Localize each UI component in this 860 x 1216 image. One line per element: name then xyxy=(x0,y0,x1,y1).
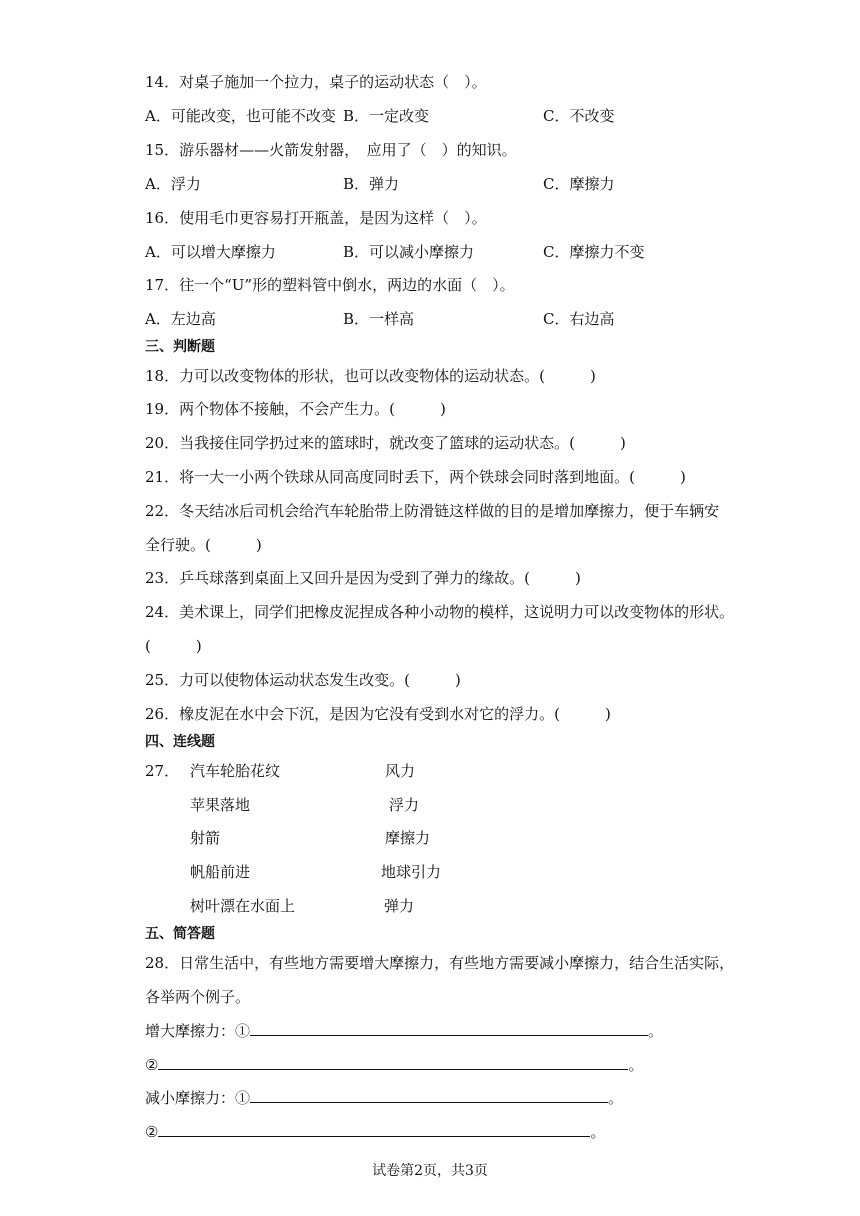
q17-option-a: A．左边高 xyxy=(145,310,216,328)
question-23: 23．乒乓球落到桌面上又回升是因为受到了弹力的缘故。( ) xyxy=(145,569,581,587)
increase-friction-row-1 xyxy=(145,1021,663,1041)
decrease-friction-row-1 xyxy=(145,1088,623,1108)
question-26: 26．橡皮泥在水中会下沉，是因为它没有受到水对它的浮力。( ) xyxy=(145,705,611,723)
question-19: 19．两个物体不接触，不会产生力。( ) xyxy=(145,400,446,418)
decrease-friction-row-2 xyxy=(145,1122,605,1142)
q16-option-b: B．可以减小摩擦力 xyxy=(343,243,475,261)
section-heading-short-answer: 五、简答题 xyxy=(145,926,215,942)
question-24-line1: 24．美术课上，同学们把橡皮泥捏成各种小动物的模样，这说明力可以改变物体的形状。 xyxy=(145,603,735,621)
match-left-item: 帆船前进 xyxy=(190,863,251,881)
q15-option-b: B．弹力 xyxy=(343,175,400,193)
question-21: 21．将一大一小两个铁球从同高度同时丢下，两个铁球会同时落到地面。( ) xyxy=(145,468,686,486)
match-left-item: 射箭 xyxy=(190,829,221,847)
answer-blank[interactable] xyxy=(250,1088,608,1103)
period-mark: 。 xyxy=(628,1056,644,1074)
period-mark: 。 xyxy=(648,1022,664,1040)
circled-two-label: ② xyxy=(145,1056,159,1074)
increase-friction-row-2 xyxy=(145,1055,643,1075)
question-18: 18．力可以改变物体的形状，也可以改变物体的运动状态。( ) xyxy=(145,367,596,385)
question-20: 20．当我接住同学扔过来的篮球时，就改变了篮球的运动状态。( ) xyxy=(145,434,626,452)
question-25: 25．力可以使物体运动状态发生改变。( ) xyxy=(145,671,461,689)
period-mark: 。 xyxy=(590,1123,606,1141)
question-15-stem: 15．游乐器材——火箭发射器， 应用了（ ）的知识。 xyxy=(145,141,517,159)
answer-blank[interactable] xyxy=(158,1055,628,1070)
question-16-stem: 16．使用毛巾更容易打开瓶盖，是因为这样（ ）。 xyxy=(145,209,487,227)
section-heading-matching: 四、连线题 xyxy=(145,734,215,750)
match-right-item: 风力 xyxy=(385,762,416,780)
decrease-friction-label: 减小摩擦力：① xyxy=(145,1089,251,1107)
question-14-stem: 14．对桌子施加一个拉力，桌子的运动状态（ ）。 xyxy=(145,73,487,91)
section-heading-judgement: 三、判断题 xyxy=(145,339,215,355)
question-22-line1: 22．冬天结冰后司机会给汽车轮胎带上防滑链这样做的目的是增加摩擦力，便于车辆安 xyxy=(145,502,720,520)
question-24-line2: ( ) xyxy=(145,637,202,655)
match-right-item: 浮力 xyxy=(389,796,420,814)
increase-friction-label: 增大摩擦力：① xyxy=(145,1022,251,1040)
answer-blank[interactable] xyxy=(158,1122,590,1137)
q16-option-c: C．摩擦力不变 xyxy=(543,243,645,261)
q16-option-a: A．可以增大摩擦力 xyxy=(145,243,276,261)
question-27-number: 27． xyxy=(145,762,180,780)
question-22-line2: 全行驶。( ) xyxy=(145,536,262,554)
q14-option-c: C．不改变 xyxy=(543,107,615,125)
match-left-item: 汽车轮胎花纹 xyxy=(190,762,281,780)
match-right-item: 地球引力 xyxy=(381,863,442,881)
match-right-item: 摩擦力 xyxy=(385,829,431,847)
q15-option-c: C．摩擦力 xyxy=(543,175,615,193)
q17-option-b: B．一样高 xyxy=(343,310,415,328)
match-left-item: 苹果落地 xyxy=(190,796,251,814)
answer-blank[interactable] xyxy=(250,1021,648,1036)
match-right-item: 弹力 xyxy=(384,897,415,915)
question-28-line2: 各举两个例子。 xyxy=(145,988,251,1006)
circled-two-label: ② xyxy=(145,1123,159,1141)
q17-option-c: C．右边高 xyxy=(543,310,615,328)
q14-option-b: B．一定改变 xyxy=(343,107,430,125)
match-left-item: 树叶漂在水面上 xyxy=(190,897,296,915)
q15-option-a: A．浮力 xyxy=(145,175,201,193)
q14-option-a: A．可能改变，也可能不改变 xyxy=(145,107,336,125)
period-mark: 。 xyxy=(608,1089,624,1107)
page-footer: 试卷第2页，共3页 xyxy=(372,1163,488,1179)
question-28-line1: 28．日常生活中，有些地方需要增大摩擦力，有些地方需要减小摩擦力，结合生活实际， xyxy=(145,954,735,972)
question-17-stem: 17．往一个“U”形的塑料管中倒水，两边的水面（ ）。 xyxy=(145,276,515,294)
